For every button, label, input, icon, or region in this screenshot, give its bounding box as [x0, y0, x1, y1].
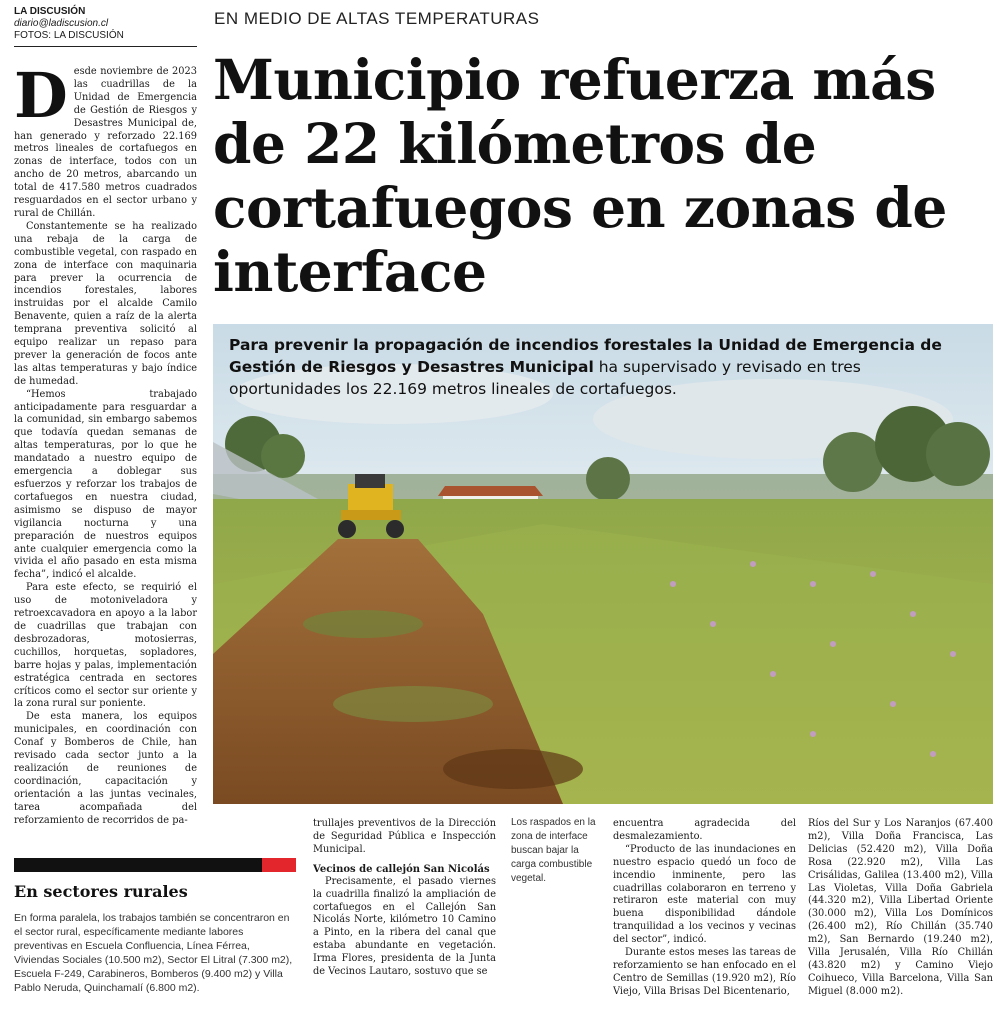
lead-bold: Para prevenir la propagación de incendios forestales la Unidad de Emergencia de Gestión de Riesgos y Desastres Municipal: [229, 336, 942, 376]
byline-email: diario@ladiscusion.cl: [14, 18, 109, 29]
article-paragraph: Precisamente, el pasado viernes la cuadrilla finalizó la ampliación de cortafuegos en el Callejón San Nicolás Norte, kilómetro 10 Camino a Pinto, en la ribera del canal que estaba abundante en vegetación. Irma Flores, presidenta de la Junta de Vecinos Lautaro, sostuvo que se: [313, 875, 496, 978]
publication-name: LA DISCUSIÓN: [14, 6, 86, 17]
sidebar-text: En forma paralela, los trabajos también se concentraron en el sector rural, específicamente mediante labores preventivas en Escuela Confluencia, Línea Férrea, Viviendas Sociales (10.500 m2), Sector El Litral (7.300 m2), Escuela F-249, Carabineros, Bomberos (9.400 m2) y Villa Pablo Neruda, Quinchamalí (6.800 m2).: [14, 912, 293, 994]
article-body-column-3: [613, 818, 796, 1008]
article-subhead: Vecinos de callejón San Nicolás: [313, 863, 490, 875]
article-paragraph: trullajes preventivos de la Dirección de Seguridad Pública e Inspección Municipal.: [313, 818, 496, 855]
article-paragraph: De esta manera, los equipos municipales, en coordinación con Conaf y Bomberos de Chile, han revisado cada sector junto a la realización de reuniones de coordinación, capacitación y orientación a las juntas vecinales, tarea acompañada del reforzamiento de recorridos de pa-: [14, 711, 197, 826]
article-headline: Municipio refuerza más de 22 kilómetros de cortafuegos en zonas de interface: [213, 47, 947, 304]
article-paragraph: Para este efecto, se requirió el uso de motoniveladora y retroexcavadora en apoyo a la labor de cuadrillas que trabajan con desbrozadoras, motosierras, cuchillos, horquetas, sopladores, barre hojas y palas, implementación estratégica centrada en sectores críticos como el sector sur oriente y la zona rural sur poniente.: [14, 582, 197, 710]
byline-divider: [14, 46, 197, 47]
section-divider-accent: [262, 858, 296, 872]
article-body-column-4: [808, 818, 993, 1008]
paragraph-text: esde noviembre de 2023 las cuadrillas de la Unidad de Emergencia de Gestión de Riesgos y Desastres Municipal de, han generado y reforzado 22.169 metros lineales de cortafuegos en zonas de interface, todos con un ancho de 20 metros, abarcando un total de 417.580 metros cuadrados resguardados en el sector urbano y rural de Chillán.: [14, 66, 197, 219]
photo-credit: FOTOS: LA DISCUSIÓN: [14, 30, 124, 41]
article-paragraph: “Producto de las inundaciones en nuestro espacio quedó un foco de incendio inminente, pero las cuadrillas colaboraron en terreno y retiraron este material con muy buena disponibilidad dándole tranquilidad a los vecinos y vecinas del sector”, indicó.: [613, 843, 796, 946]
article-lead: [229, 334, 969, 400]
article-paragraph: Durante estos meses las tareas de reforzamiento se han enfocado en el Centro de Semillas (19.920 m2), Río Viejo, Villa Brisas Del Bicentenario,: [613, 947, 796, 997]
photo-caption: Los raspados en la zona de interface buscan bajar la carga combustible vegetal.: [511, 817, 596, 884]
article-paragraph: encuentra agradecida del desmalezamiento.: [613, 818, 796, 842]
article-paragraph: [14, 66, 197, 221]
article-paragraph: Constantemente se ha realizado una rebaja de la carga de combustible vegetal, con raspado en zona de interface con maquinaria para prever la ocurrencia de incendios forestales, labores instruidas por el alcalde Camilo Benavente, quien a raíz de la alerta temprana preventiva solicitó al equipo realizar un repaso para prever la generación de focos ante las altas temperaturas y bajo índice de humedad.: [14, 220, 197, 387]
byline-credit: [14, 6, 197, 42]
article-paragraph: “Hemos trabajado anticipadamente para resguardar a la comunidad, sin embargo sabemos que todavía quedan semanas de altas temperaturas, por lo que he mandatado a nuestro equipo de emergencia a doblegar sus esfuerzos y reforzar los trabajos de cortafuegos en nuestra ciudad, asimismo se dispuso de mayor vigilancia nocturna y una preparación de nuestros equipos ante cualquier emergencia como la vivida el año pasado en esta misma fecha”, indicó el alcalde.: [14, 388, 197, 581]
article-body-column-1: [14, 66, 197, 836]
article-body-column-2: [313, 818, 496, 1008]
section-divider-bar: [14, 858, 296, 872]
article-photo: [213, 324, 993, 804]
lead-rest: ha supervisado y revisado en tres oportunidades los 22.169 metros lineales de cortafuegos.: [229, 358, 861, 398]
drop-cap: D: [14, 66, 68, 132]
sidebar-title: En sectores rurales: [14, 882, 188, 901]
article-kicker: EN MEDIO DE ALTAS TEMPERATURAS: [214, 9, 540, 28]
article-paragraph: Ríos del Sur y Los Naranjos (67.400 m2), Villa Doña Francisca, Las Delicias (52.420 m2), Villa Doña Rosa (22.920 m2), Villa Las Crisálidas, Galilea (13.400 m2), Villa Las Violetas, Villa Doña Gabriela (44.320 m2), Villa Libertad Oriente (30.000 m2), Villa Los Domínicos (26.400 m2), Río Chillán (35.740 m2), San Bernardo (19.240 m2), Villa Jerusalén, Villa Río Chillán (43.820 m2) y Camino Viejo Coihueco, Villa Barcelona, Villa San Miguel (8.000 m2).: [808, 818, 993, 997]
